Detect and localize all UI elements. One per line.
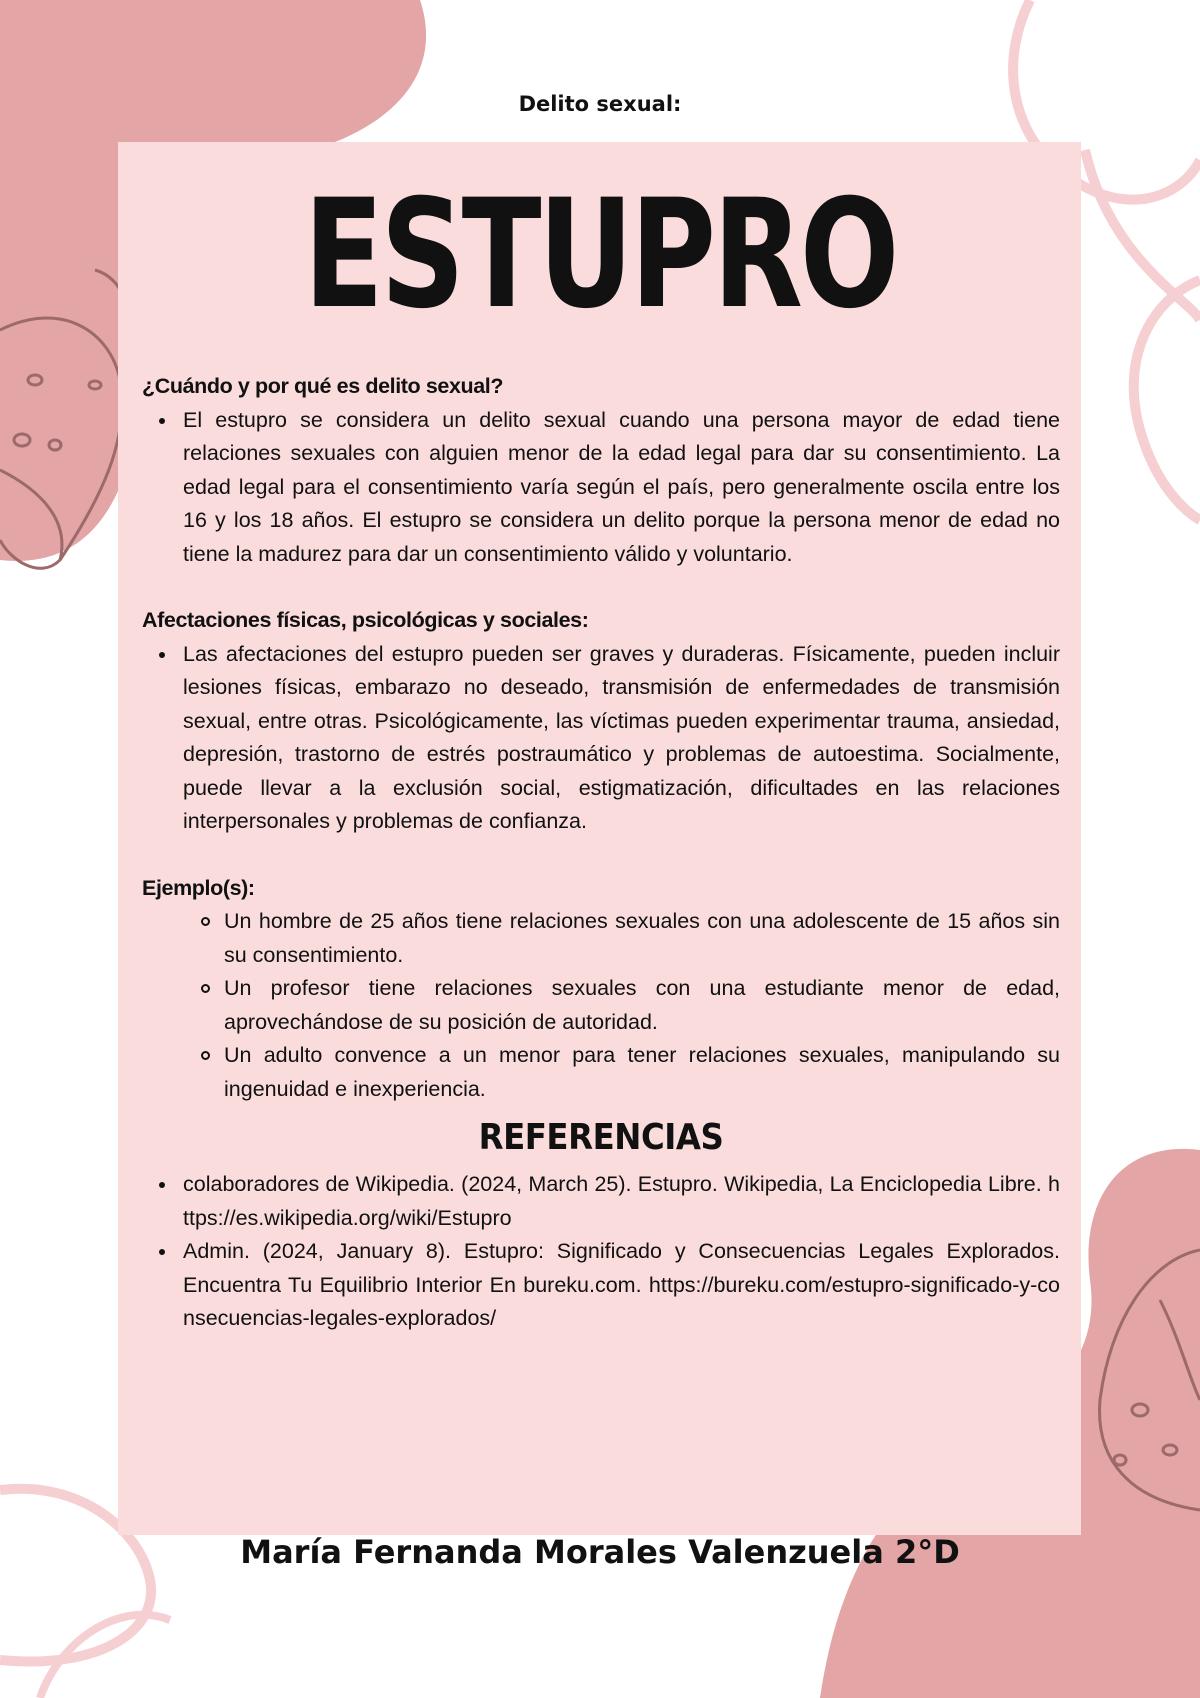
section-heading-when: ¿Cuándo y por qué es delito sexual? [142,374,504,398]
references-title: REFERENCIAS [478,1117,724,1158]
section-effects [142,604,1060,839]
section-references [142,1168,1060,1336]
example-item: Un hombre de 25 años tiene relaciones sexuales con una adolescente de 15 años sin su consentimiento. [142,905,1060,972]
references-list [142,1168,1060,1336]
when-paragraph: El estupro se considera un delito sexual cuando una persona mayor de edad tiene relaciones sexuales con alguien menor de la edad legal para dar su consentimiento. La edad legal para el consentimiento varía según el país, pero generalmente oscila entre los 16 y los 18 años. El estupro se considera un delito porque la persona menor de edad no tiene la madurez para dar un consentimiento válido y voluntario. [142,404,1060,572]
reference-item [142,1235,1060,1336]
example-item: Un profesor tiene relaciones sexuales con una estudiante menor de edad, aprovechándose de su posición de autoridad. [142,972,1060,1039]
example-item: Un adulto convence a un menor para tener relaciones sexuales, manipulando su ingenuidad e inexperiencia. [142,1039,1060,1106]
examples-list [142,905,1060,1106]
reference-text: colaboradores de Wikipedia. (2024, March 25). Estupro. Wikipedia, La Enciclopedia Libre. [183,1172,1049,1196]
section-examples [142,872,1060,1107]
main-content [142,370,1060,1336]
page-title: ESTUPRO [303,168,897,342]
section-heading-examples: Ejemplo(s): [142,875,255,900]
section-when [142,370,1060,571]
pre-title: Delito sexual: [518,92,682,116]
reference-text: Admin. (2024, January 8). Estupro: Significado y Consecuencias Legales Explorados. Encuentra Tu Equilibrio Interior En bureku.com. [183,1239,1060,1297]
author-name: María Fernanda Morales Valenzuela 2°D [240,1533,960,1571]
section-heading-effects: Afectaciones físicas, psicológicas y sociales: [142,608,589,632]
when-list [142,404,1060,572]
reference-item [142,1168,1060,1235]
reference-link[interactable]: https://bureku.com/estupro-significado-y-consecuencias-legales-explorados/ [183,1272,1060,1330]
effects-list [142,638,1060,839]
reference-link[interactable]: https://es.wikipedia.org/wiki/Estupro [183,1172,1060,1230]
top-right-leaf-outline [1134,280,1200,520]
effects-paragraph: Las afectaciones del estupro pueden ser graves y duraderas. Físicamente, pueden incluir lesiones físicas, embarazo no deseado, transmisión de enfermedades de transmisión sexual, entre otras. Psicológicamente, las víctimas pueden experimentar trauma, ansiedad, depresión, trastorno de estrés postraumático y problemas de autoestima. Socialmente, puede llevar a la exclusión social, estigmatización, dificultades en las relaciones interpersonales y problemas de confianza. [142,638,1060,839]
